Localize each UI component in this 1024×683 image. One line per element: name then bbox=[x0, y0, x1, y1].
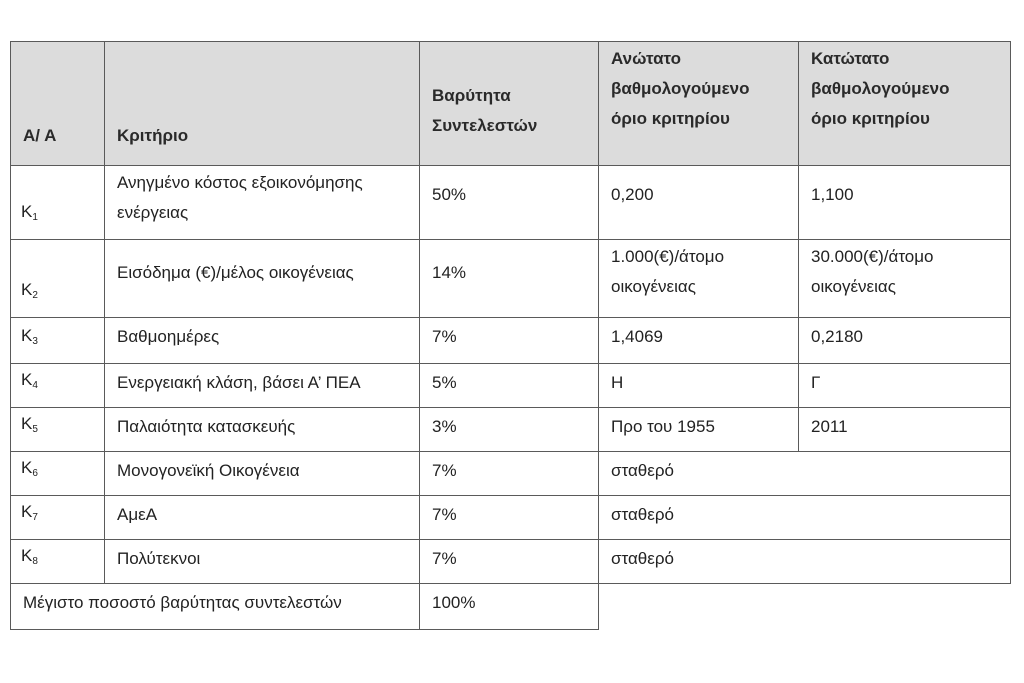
header-aa: Α/ Α bbox=[11, 42, 105, 166]
row-criterion: Ενεργειακή κλάση, βάσει Α’ ΠΕΑ bbox=[105, 364, 420, 408]
row-upper-limit: 0,200 bbox=[599, 166, 799, 240]
table-row bbox=[11, 452, 1011, 496]
row-weight: 5% bbox=[420, 364, 599, 408]
row-fixed-limit: σταθερό bbox=[599, 540, 1011, 584]
row-weight: 7% bbox=[420, 540, 599, 584]
row-lower-limit: 2011 bbox=[799, 408, 1011, 452]
table-row bbox=[11, 408, 1011, 452]
total-value: 100% bbox=[420, 584, 599, 630]
row-lower-limit: Γ bbox=[799, 364, 1011, 408]
row-upper-limit: Προ του 1955 bbox=[599, 408, 799, 452]
row-weight: 7% bbox=[420, 318, 599, 364]
row-code: $K_4$ bbox=[11, 364, 105, 408]
row-criterion: Παλαιότητα κατασκευής bbox=[105, 408, 420, 452]
row-upper-limit: 1.000(€)/άτομο οικογένειας bbox=[599, 240, 799, 318]
row-criterion: Βαθμοημέρες bbox=[105, 318, 420, 364]
row-code: $K_5$ bbox=[11, 408, 105, 452]
header-weight: Βαρύτητα Συντελεστών bbox=[420, 42, 599, 166]
row-criterion: Πολύτεκνοι bbox=[105, 540, 420, 584]
table-total-row bbox=[11, 584, 1011, 630]
row-weight: 50% bbox=[420, 166, 599, 240]
row-weight: 7% bbox=[420, 496, 599, 540]
total-label: Μέγιστο ποσοστό βαρύτητας συντελεστών bbox=[11, 584, 420, 630]
header-upper-limit: Ανώτατο βαθμολογούμενο όριο κριτηρίου bbox=[599, 42, 799, 166]
row-code: $K_8$ bbox=[11, 540, 105, 584]
empty-cell bbox=[599, 584, 1011, 630]
row-fixed-limit: σταθερό bbox=[599, 452, 1011, 496]
table-row bbox=[11, 240, 1011, 318]
criteria-table bbox=[10, 41, 1011, 630]
row-upper-limit: 1,4069 bbox=[599, 318, 799, 364]
row-criterion: Μονογονεϊκή Οικογένεια bbox=[105, 452, 420, 496]
row-fixed-limit: σταθερό bbox=[599, 496, 1011, 540]
table-row bbox=[11, 318, 1011, 364]
row-code: $K_2$ bbox=[11, 240, 105, 318]
table-header-row bbox=[11, 42, 1011, 166]
row-code: $K_1$ bbox=[11, 166, 105, 240]
row-lower-limit: 0,2180 bbox=[799, 318, 1011, 364]
table-row bbox=[11, 540, 1011, 584]
row-lower-limit: 30.000(€)/άτομο οικογένειας bbox=[799, 240, 1011, 318]
header-criterion: Κριτήριο bbox=[105, 42, 420, 166]
table-row bbox=[11, 496, 1011, 540]
row-lower-limit: 1,100 bbox=[799, 166, 1011, 240]
row-code: $K_6$ bbox=[11, 452, 105, 496]
row-weight: 14% bbox=[420, 240, 599, 318]
header-lower-limit: Κατώτατο βαθμολογούμενο όριο κριτηρίου bbox=[799, 42, 1011, 166]
row-weight: 7% bbox=[420, 452, 599, 496]
row-criterion: Ανηγμένο κόστος εξοικονόμησης ενέργειας bbox=[105, 166, 420, 240]
row-upper-limit: Η bbox=[599, 364, 799, 408]
row-criterion: Εισόδημα (€)/μέλος οικογένειας bbox=[105, 240, 420, 318]
row-criterion: ΑμεΑ bbox=[105, 496, 420, 540]
table-row bbox=[11, 166, 1011, 240]
table-row bbox=[11, 364, 1011, 408]
row-weight: 3% bbox=[420, 408, 599, 452]
row-code: $K_3$ bbox=[11, 318, 105, 364]
row-code: $K_7$ bbox=[11, 496, 105, 540]
